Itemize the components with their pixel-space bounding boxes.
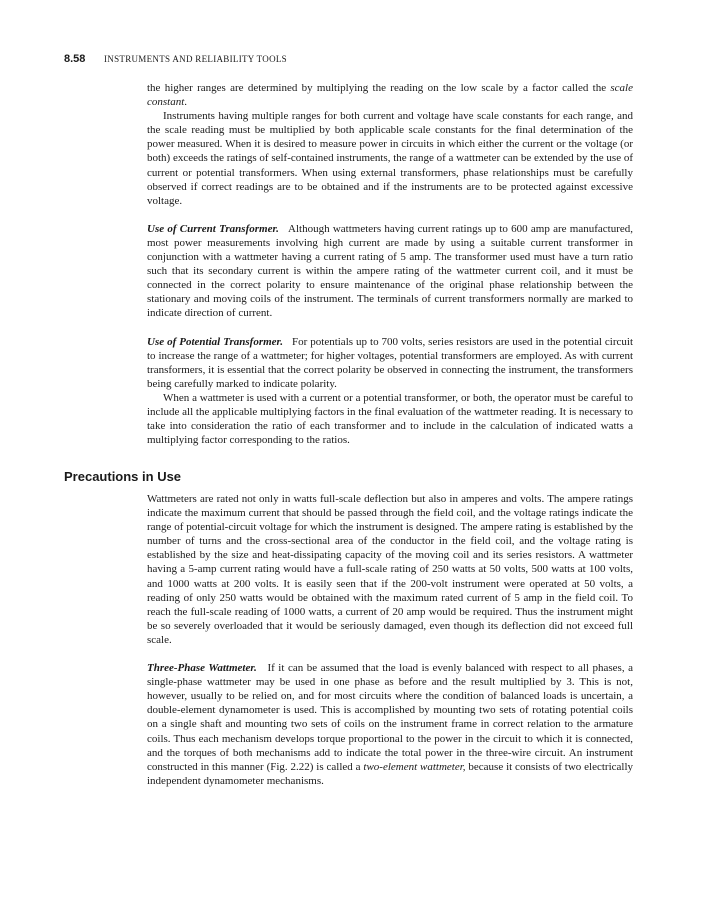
running-title: INSTRUMENTS AND RELIABILITY TOOLS [104, 54, 287, 64]
paragraph-scale-constant: the higher ranges are determined by multiplying the reading on the low scale by a factor called the scale constant. [147, 82, 633, 109]
term-two-element-wattmeter: two-element wattmeter, [363, 760, 466, 773]
page-header [64, 53, 664, 65]
runin-heading-potential-transformer: Use of Potential Transformer. [147, 335, 283, 348]
paragraph-potential-transformer: Use of Potential Transformer. For potentials up to 700 volts, series resistors are used in the potential circuit to increase the range of a wattmeter; for higher voltages, potential transformers are employed. As with current transformers, it is essential that the correct polarity be observed in connecting the instrument, the transformers being carefully marked to indicate polarity. [147, 335, 634, 390]
paragraph-multiplying-factors: When a wattmeter is used with a current or a potential transformer, or both, the operator must be careful to include all the applicable multiplying factors in the final evaluation of the wattmeter reading. It is necessary to take into consideration the ratio of each transformer and to include in the calculation of indicated watts a multiplying factor corresponding to the ratios. [147, 391, 633, 447]
runin-heading-current-transformer: Use of Current Transformer. [147, 222, 279, 235]
text-block-transformers [147, 81, 633, 447]
section-heading-precautions: Precautions in Use [64, 469, 182, 484]
runin-heading-three-phase: Three-Phase Wattmeter. [147, 662, 257, 675]
text-block-precautions [147, 492, 633, 788]
page-number: 8.58 [64, 53, 86, 65]
paragraph-three-phase: Three-Phase Wattmeter. If it can be assumed that the load is evenly balanced with respect to all phases, a single-phase wattmeter may be used in one phase as before and the result multiplied by 3. This is not, however, usually to be relied on, and for most circuits where the condition of balanced loads is uncertain, a double-element dynamometer is used. This is accomplished by mounting two sets of rotating potential coils on a single shaft and mounting two sets of coils on the instrument frame in correct relation to the armature coils. Thus each mechanism develops torque proportional to the power in the circuit to which it is connected, and the torques of both mechanisms add to indicate the total power in the three-wire circuit. An instrument constructed in this manner (Fig. 2.22) is called a two-element wattmeter, because it consists of two electrically independent dynamometer mechanisms. [147, 662, 634, 787]
paragraph-multiple-ranges: Instruments having multiple ranges for both current and voltage have scale constants for each range, and the scale reading must be multiplied by both applicable scale constants for the final determination of the power measured. When it is desired to measure power in circuits in which either the current or the voltage (or both) exceeds the ratings of self-contained instruments, the range of a wattmeter can be extended by the use of current or potential transformers. When using external transformers, phase relationships must be carefully observed if correct readings are to be obtained and if the instruments are to be protected against excessive voltage. [147, 110, 633, 207]
term-scale-constant: scale constant [147, 82, 633, 109]
paragraph-current-transformer: Use of Current Transformer. Although wattmeters having current ratings up to 600 amp are manufactured, most power measurements involving high current are made by using a suitable current transformer in conjunction with a wattmeter having a current rating of 5 amp. The transformer used must have a turn ratio such that its secondary current is within the ampere rating of the wattmeter current coil, and it must be connected in the correct polarity to ensure maintenance of the original phase relationship between the stationary and moving coils of the instrument. The terminals of current transformers normally are marked to indicate direction of current. [147, 222, 633, 320]
paragraph-ratings: Wattmeters are rated not only in watts full-scale deflection but also in amperes and volts. The ampere ratings indicate the maximum current that should be passed through the field coil, and the voltage ratings indicate the range of potential-circuit voltage for which the instrument is designed. The ampere rating is established by the number of turns and the cross-sectional area of the conductor in the field coil, and the voltage rating is established by the size and heat-dissipating capacity of the moving coil and its series resistors. A wattmeter having a 5-amp current rating would have a full-scale rating of 250 watts at 50 volts, 500 watts at 100 volts, and 1000 watts at 200 volts. It is easily seen that if the 200-volt instrument were operated at 50 volts, a reading of only 250 watts would be obtained with the maximum rated current of 5 amp in the field coil. To reach the full-scale reading of 1000 watts, a current of 20 amp would be required. Thus the instrument might be so severely overloaded that it would be seriously damaged, even though its deflection did not exceed full scale. [147, 493, 633, 646]
